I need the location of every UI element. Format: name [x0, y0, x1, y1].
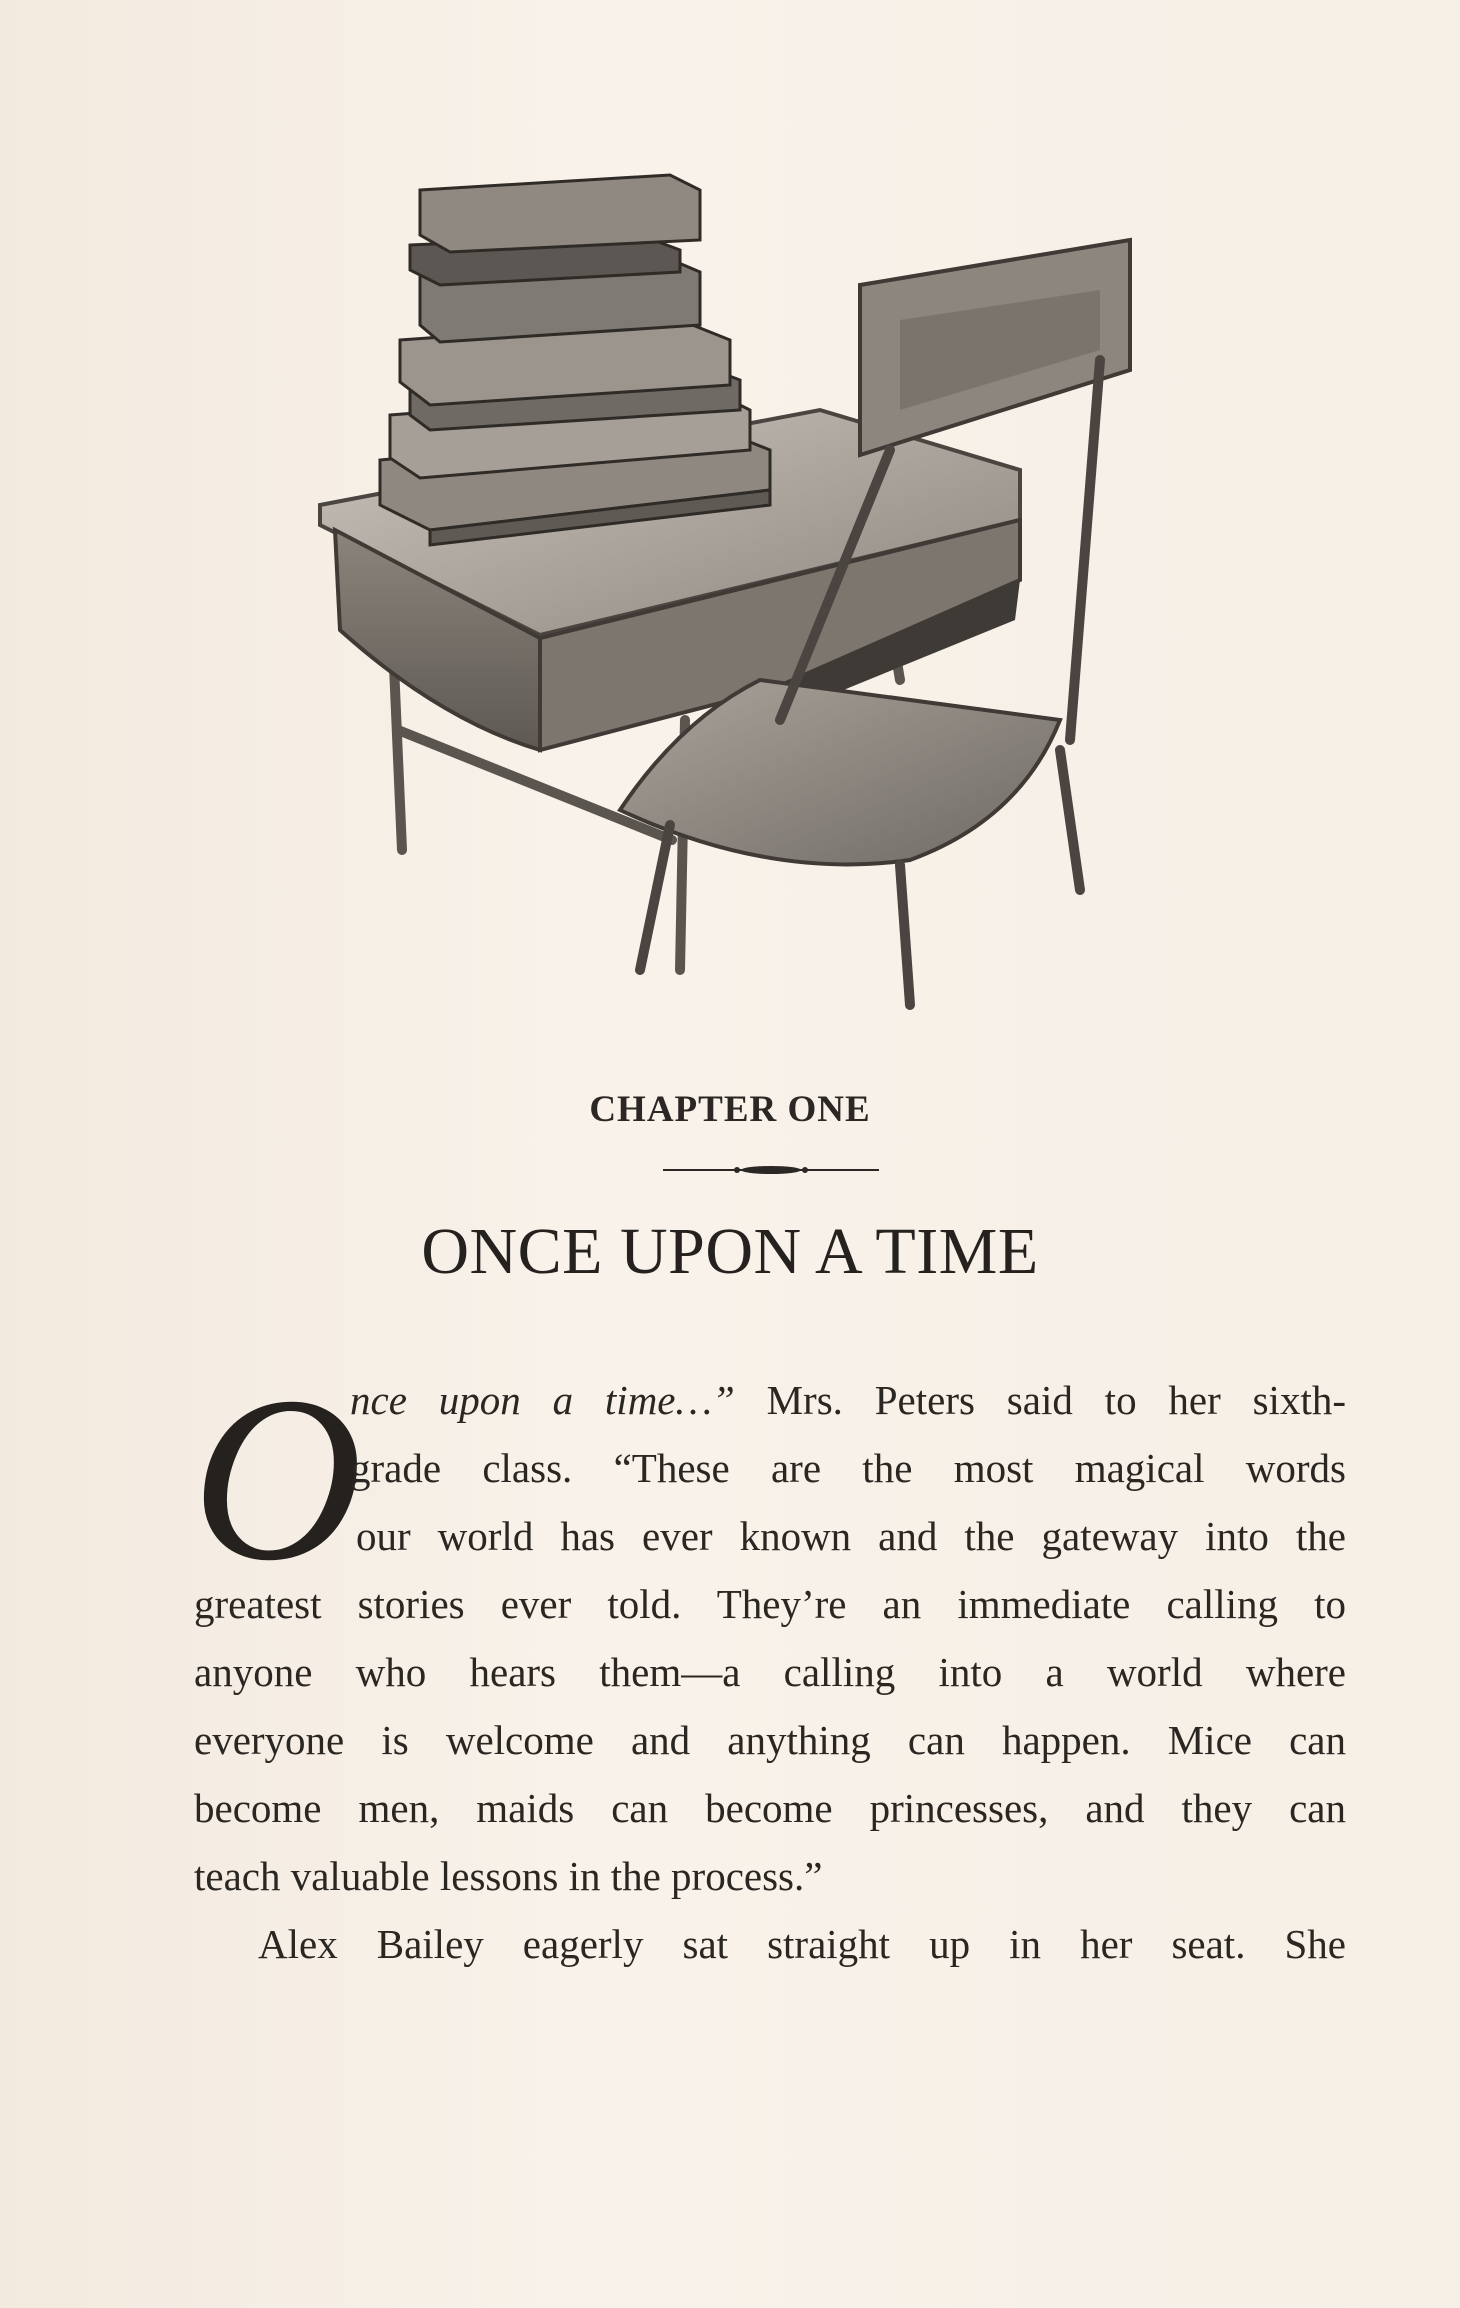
drop-cap: O: [192, 1349, 363, 1610]
ornament-divider: [663, 1162, 879, 1178]
body-line: nce upon a time…” Mrs. Peters said to her sixth-: [350, 1377, 1346, 1423]
chapter-title: ONCE UPON A TIME: [421, 1215, 1039, 1288]
body-line: our world has ever known and the gateway into the: [356, 1513, 1346, 1559]
chapter-number: CHAPTER ONE: [589, 1089, 871, 1130]
desk-and-chair-illustration: [300, 160, 1240, 1010]
body-line: greatest stories ever told. They’re an immediate calling to: [194, 1581, 1346, 1627]
body-line: anyone who hears them—a calling into a world where: [194, 1649, 1346, 1695]
body-line: become men, maids can become princesses, and they can: [194, 1785, 1346, 1831]
body-line: Alex Bailey eagerly sat straight up in her seat. She: [258, 1921, 1346, 1967]
body-line: grade class. “These are the most magical words: [350, 1445, 1346, 1491]
body-line: teach valuable lessons in the process.”: [194, 1853, 823, 1899]
italic-phrase: nce upon a time…”: [350, 1377, 735, 1423]
body-line: everyone is welcome and anything can happen. Mice can: [194, 1717, 1346, 1763]
